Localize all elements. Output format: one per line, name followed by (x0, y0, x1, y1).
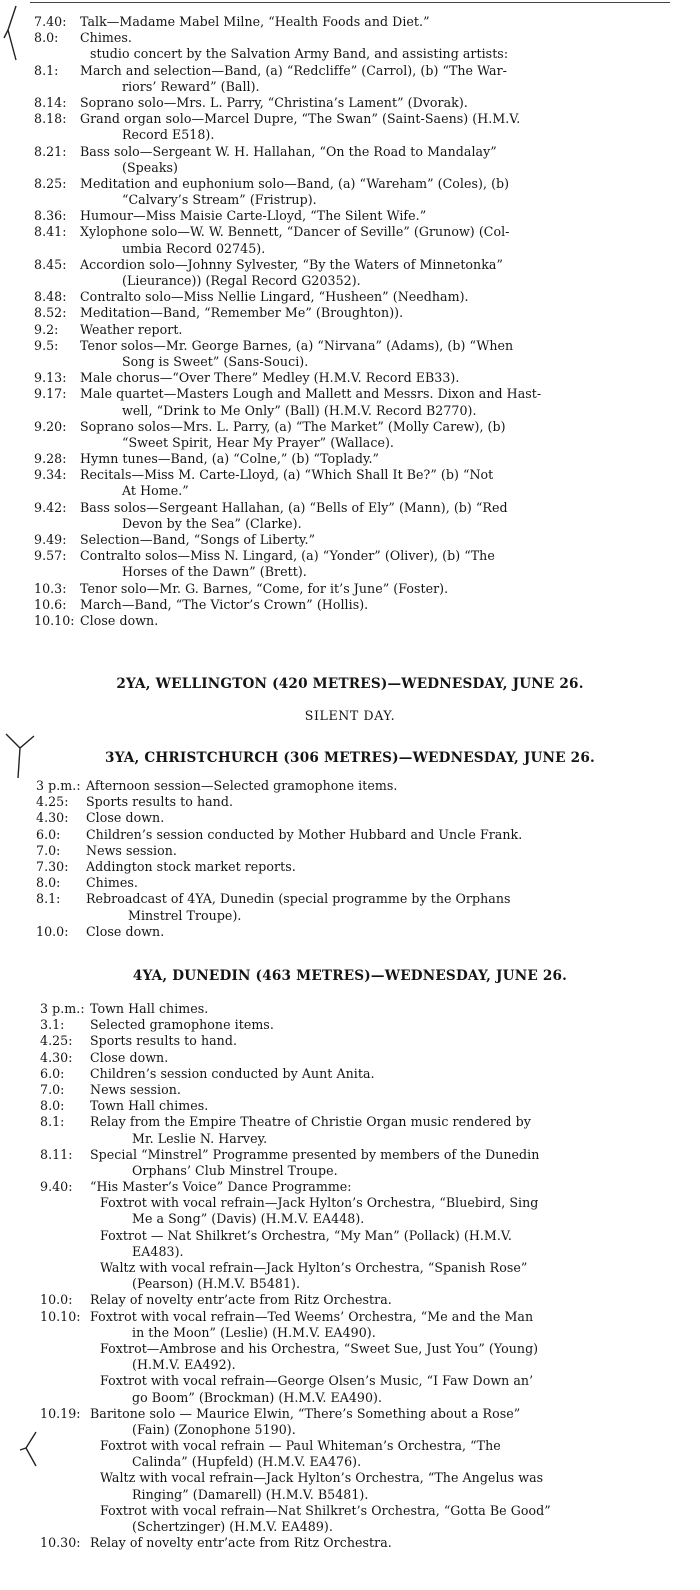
entry-time: 10.0: (40, 1292, 73, 1308)
program-entry-continuation (0, 1131, 700, 1147)
entry-text: Foxtrot—Ambrose and his Orchestra, “Sweet Sue, Just You” (Young) (100, 1340, 539, 1356)
program-entry-continuation (0, 160, 700, 176)
program-entry-continuation (0, 564, 700, 580)
entry-time: 10.6: (34, 596, 67, 612)
program-entry (0, 111, 700, 127)
entry-text: Meditation—Band, “Remember Me” (Broughton)). (80, 305, 404, 321)
program-entry (0, 176, 700, 192)
program-entry-continuation (0, 192, 700, 208)
program-entry-continuation (0, 1325, 700, 1341)
entry-text: Soprano solo—Mrs. L. Parry, “Christina’s Lament” (Dvorak). (80, 94, 468, 110)
entry-time: 9.42: (34, 499, 67, 515)
entry-time: 7.30: (36, 858, 69, 874)
margin-pen-mark-2 (4, 732, 38, 782)
entry-text: riors’ Reward” (Ball). (122, 78, 260, 94)
entry-text: Chimes. (80, 30, 132, 46)
entry-text: Me a Song” (Davis) (H.M.V. EA448). (132, 1211, 365, 1227)
entry-text: Waltz with vocal refrain—Jack Hylton’s Orchestra, “The Angelus was (100, 1470, 544, 1486)
program-entry (0, 859, 700, 875)
entry-text: Mr. Leslie N. Harvey. (132, 1130, 268, 1146)
program-entry-continuation (0, 1373, 700, 1389)
program-entry (0, 581, 700, 597)
entry-text: Relay of novelty entr’acte from Ritz Orchestra. (90, 1292, 392, 1308)
entry-text: Foxtrot with vocal refrain—Nat Shilkret’s Orchestra, “Gotta Be Good” (100, 1502, 551, 1518)
program-entry-continuation (0, 1211, 700, 1227)
entry-text: Minstrel Troupe). (128, 907, 242, 923)
entry-text: Devon by the Sea” (Clarke). (122, 515, 302, 531)
entry-text: Rebroadcast of 4YA, Dunedin (special programme by the Orphans (86, 891, 511, 907)
program-entry (0, 467, 700, 483)
entry-time: 7.40: (34, 14, 67, 29)
program-entry-continuation (0, 1260, 700, 1276)
entry-time: 8.48: (34, 289, 67, 305)
entry-time: 10.0: (36, 923, 69, 939)
program-entry-continuation (0, 1244, 700, 1260)
program-entry-continuation (0, 1163, 700, 1179)
entry-text: Contralto solos—Miss N. Lingard, (a) “Yonder” (Oliver), (b) “The (80, 548, 495, 564)
entry-text: Foxtrot with vocal refrain—Jack Hylton’s Orchestra, “Bluebird, Sing (100, 1195, 539, 1211)
program-1ya-continued (0, 14, 700, 629)
entry-text: Foxtrot with vocal refrain—Ted Weems’ Orchestra, “Me and the Man (90, 1308, 534, 1324)
entry-time: 10.19: (40, 1405, 81, 1421)
entry-time: 3 p.m.: (36, 778, 81, 793)
entry-text: Foxtrot with vocal refrain — Paul Whiteman’s Orchestra, “The (100, 1438, 501, 1454)
entry-text: Bass solo—Sergeant W. H. Hallahan, “On the Road to Mandalay” (80, 143, 497, 159)
entry-text: Close down. (86, 923, 165, 939)
entry-time: 10.30: (40, 1535, 81, 1551)
entry-text: “His Master’s Voice” Dance Programme: (90, 1179, 352, 1195)
entry-time: 8.18: (34, 111, 67, 127)
entry-text: (Schertzinger) (H.M.V. EA489). (132, 1519, 333, 1534)
entry-time: 8.21: (34, 143, 67, 159)
entry-time: 8.41: (34, 224, 67, 240)
entry-text: Soprano solos—Mrs. L. Parry, (a) “The Market” (Molly Carew), (b) (80, 418, 506, 434)
program-entry (0, 810, 700, 826)
program-entry (0, 1292, 700, 1308)
program-entry (0, 208, 700, 224)
program-entry-continuation (0, 1390, 700, 1406)
entry-text: Sports results to hand. (86, 794, 234, 810)
entry-text: Xylophone solo—W. W. Bennett, “Dancer of Seville” (Grunow) (Col- (80, 224, 510, 240)
entry-text: Foxtrot — Nat Shilkret’s Orchestra, “My Man” (Pollack) (H.M.V. (100, 1227, 512, 1243)
entry-text: Grand organ solo—Marcel Dupre, “The Swan” (Saint-Saens) (H.M.V. (80, 111, 521, 127)
program-entry (0, 451, 700, 467)
program-entry (0, 1535, 700, 1551)
program-entry (0, 613, 700, 629)
heading-4ya: 4YA, DUNEDIN (463 METRES)—WEDNESDAY, JUNE 26. (132, 968, 568, 984)
entry-text: Children’s session conducted by Aunt Anita. (90, 1065, 375, 1081)
entry-time: 8.1: (40, 1114, 65, 1130)
program-entry (0, 95, 700, 111)
entry-text: Baritone solo — Maurice Elwin, “There’s Something about a Rose” (90, 1405, 521, 1421)
entry-text: (Pearson) (H.M.V. B5481). (132, 1276, 301, 1292)
entry-time: 8.14: (34, 94, 67, 110)
program-entry-continuation (0, 1454, 700, 1470)
program-entry-continuation (0, 1519, 700, 1535)
entry-time: 8.1: (34, 62, 59, 78)
entry-time: 8.0: (34, 30, 59, 46)
entry-text: Sports results to hand. (90, 1033, 238, 1049)
program-entry (0, 794, 700, 810)
program-entry (0, 305, 700, 321)
entry-text: Talk—Madame Mabel Milne, “Health Foods and Diet.” (80, 14, 430, 29)
entry-text: Addington stock market reports. (86, 858, 296, 874)
program-entry-continuation (0, 1357, 700, 1373)
program-entry-continuation (0, 1470, 700, 1486)
program-entry (0, 1147, 700, 1163)
entry-time: 8.36: (34, 208, 67, 224)
entry-text: umbia Record 02745). (122, 240, 266, 256)
program-entry-continuation (0, 1341, 700, 1357)
entry-time: 4.30: (40, 1049, 73, 1065)
program-entry (0, 63, 700, 79)
entry-time: 4.25: (40, 1033, 73, 1049)
entry-text: Hymn tunes—Band, (a) “Colne,” (b) “Toplady.” (80, 451, 379, 467)
entry-time: 9.20: (34, 418, 67, 434)
program-entry-continuation (0, 516, 700, 532)
entry-text: Male chorus—“Over There” Medley (H.M.V. Record EB33). (80, 370, 460, 386)
entry-text: News session. (86, 842, 177, 858)
entry-time: 4.30: (36, 810, 69, 826)
entry-time: 10.10: (40, 1308, 81, 1324)
entry-text: Accordion solo—Johnny Sylvester, “By the Waters of Minnetonka” (80, 256, 503, 272)
entry-time: 6.0: (40, 1065, 65, 1081)
margin-pen-mark-1 (2, 4, 20, 64)
entry-text: “Sweet Spirit, Hear My Prayer” (Wallace). (122, 434, 394, 450)
entry-text: “Calvary’s Stream” (Fristrup). (122, 192, 317, 208)
program-entry-continuation (0, 273, 700, 289)
entry-time: 8.1: (36, 891, 61, 907)
program-entry (0, 532, 700, 548)
program-entry (0, 1114, 700, 1130)
program-entry-continuation (0, 46, 700, 62)
program-entry (0, 1082, 700, 1098)
entry-time: 9.17: (34, 386, 67, 402)
heading-2ya: 2YA, WELLINGTON (420 METRES)—WEDNESDAY, JUNE 26. (116, 676, 584, 692)
entry-text: well, “Drink to Me Only” (Ball) (H.M.V. Record B2770). (122, 402, 477, 418)
entry-text: Meditation and euphonium solo—Band, (a) “Wareham” (Coles), (b) (80, 175, 510, 191)
entry-time: 9.57: (34, 548, 67, 564)
entry-text: Relay of novelty entr’acte from Ritz Orchestra. (90, 1535, 392, 1551)
program-entry (0, 386, 700, 402)
program-entry (0, 14, 700, 30)
entry-text: Selection—Band, “Songs of Liberty.” (80, 532, 316, 547)
program-entry-continuation (0, 127, 700, 143)
entry-time: 3.1: (40, 1017, 65, 1033)
entry-text: Orphans’ Club Minstrel Troupe. (132, 1162, 338, 1178)
entry-text: Calinda” (Hupfeld) (H.M.V. EA476). (132, 1454, 362, 1470)
heading-3ya: 3YA, CHRISTCHURCH (306 METRES)—WEDNESDAY, JUNE 26. (105, 750, 595, 766)
program-entry (0, 338, 700, 354)
program-entry (0, 1050, 700, 1066)
entry-text: March—Band, “The Victor’s Crown” (Hollis). (80, 596, 369, 612)
program-entry (0, 1179, 700, 1195)
entry-text: in the Moon” (Leslie) (H.M.V. EA490). (132, 1324, 376, 1340)
program-entry (0, 1033, 700, 1049)
entry-text: Selected gramophone items. (90, 1017, 274, 1033)
program-entry (0, 500, 700, 516)
entry-text: Chimes. (86, 875, 138, 891)
entry-time: 9.40: (40, 1179, 73, 1195)
entry-time: 4.25: (36, 794, 69, 810)
program-entry-continuation (0, 1276, 700, 1292)
entry-time: 9.5: (34, 337, 59, 353)
entry-time: 6.0: (36, 826, 61, 842)
program-entry-continuation (0, 1503, 700, 1519)
entry-time: 9.28: (34, 451, 67, 467)
entry-text: Bass solos—Sergeant Hallahan, (a) “Bells of Ely” (Mann), (b) “Red (80, 499, 508, 515)
entry-text: (H.M.V. EA492). (132, 1357, 236, 1373)
entry-time: 8.25: (34, 175, 67, 191)
entry-text: Ringing” (Damarell) (H.M.V. B5481). (132, 1486, 369, 1502)
entry-text: Weather report. (80, 321, 183, 337)
program-entry-continuation (0, 1438, 700, 1454)
entry-time: 8.11: (40, 1146, 73, 1162)
entry-text: go Boom” (Brockman) (H.M.V. EA490). (132, 1389, 383, 1405)
entry-text: Waltz with vocal refrain—Jack Hylton’s Orchestra, “Spanish Rose” (100, 1260, 528, 1275)
entry-text: Town Hall chimes. (90, 1001, 209, 1016)
entry-text: Special “Minstrel” Programme presented by members of the Dunedin (90, 1146, 540, 1162)
program-entry (0, 30, 700, 46)
program-entry (0, 924, 700, 940)
entry-text: Close down. (90, 1049, 169, 1065)
entry-time: 10.3: (34, 580, 67, 596)
program-entry (0, 419, 700, 435)
program-entry-continuation (0, 1422, 700, 1438)
top-rule (30, 2, 670, 3)
entry-text: Close down. (86, 810, 165, 826)
entry-text: Male quartet—Masters Lough and Mallett and Messrs. Dixon and Hast- (80, 386, 542, 402)
entry-text: Humour—Miss Maisie Carte-Lloyd, “The Silent Wife.” (80, 208, 427, 224)
entry-text: (Fain) (Zonophone 5190). (132, 1421, 296, 1437)
entry-text: Song is Sweet” (Sans-Souci). (122, 353, 309, 369)
entry-text: Foxtrot with vocal refrain—George Olsen’s Music, “I Faw Down an’ (100, 1373, 534, 1389)
entry-time: 9.49: (34, 532, 67, 547)
program-entry-continuation (0, 354, 700, 370)
entry-time: 8.52: (34, 305, 67, 321)
entry-text: Town Hall chimes. (90, 1098, 209, 1114)
entry-text: Tenor solo—Mr. G. Barnes, “Come, for it’s June” (Foster). (80, 580, 449, 596)
entry-time: 8.0: (36, 875, 61, 891)
entry-text: Recitals—Miss M. Carte-Lloyd, (a) “Which Shall It Be?” (b) “Not (80, 467, 494, 483)
entry-text: Record E518). (122, 127, 215, 143)
program-entry (0, 370, 700, 386)
entry-time: 9.2: (34, 321, 59, 337)
program-entry (0, 144, 700, 160)
program-entry (0, 1066, 700, 1082)
program-entry-continuation (0, 1195, 700, 1211)
program-entry-continuation (0, 908, 700, 924)
program-entry (0, 891, 700, 907)
program-entry (0, 843, 700, 859)
program-entry-continuation (0, 1228, 700, 1244)
program-entry (0, 1309, 700, 1325)
program-entry-continuation (0, 79, 700, 95)
entry-text: (Lieurance)) (Regal Record G20352). (122, 273, 361, 288)
program-entry (0, 1017, 700, 1033)
program-3ya (0, 778, 700, 940)
program-entry (0, 1001, 700, 1017)
entry-text: Close down. (80, 612, 159, 628)
entry-text: Horses of the Dawn” (Brett). (122, 564, 307, 580)
program-entry-continuation (0, 435, 700, 451)
entry-text: (Speaks) (122, 159, 178, 175)
program-entry (0, 778, 700, 794)
entry-time: 3 p.m.: (40, 1001, 85, 1016)
program-entry (0, 1406, 700, 1422)
entry-time: 7.0: (36, 842, 61, 858)
entry-text: Children’s session conducted by Mother Hubbard and Uncle Frank. (86, 826, 523, 842)
entry-time: 7.0: (40, 1081, 65, 1097)
program-entry-continuation (0, 403, 700, 419)
program-entry (0, 1098, 700, 1114)
program-entry-continuation (0, 483, 700, 499)
entry-time: 10.10: (34, 612, 75, 628)
program-entry (0, 322, 700, 338)
program-entry (0, 597, 700, 613)
program-entry-continuation (0, 1487, 700, 1503)
entry-text: EA483). (132, 1243, 184, 1259)
entry-time: 9.34: (34, 467, 67, 483)
entry-text: studio concert by the Salvation Army Band, and assisting artists: (90, 46, 509, 62)
program-entry (0, 289, 700, 305)
entry-text: Contralto solo—Miss Nellie Lingard, “Husheen” (Needham). (80, 289, 469, 305)
entry-text: News session. (90, 1081, 181, 1097)
program-entry (0, 257, 700, 273)
margin-pen-mark-3 (18, 1430, 40, 1470)
entry-text: March and selection—Band, (a) “Redcliffe” (Carrol), (b) “The War- (80, 62, 507, 78)
entry-time: 8.45: (34, 256, 67, 272)
entry-time: 8.0: (40, 1098, 65, 1114)
subheading-silent-day: SILENT DAY. (304, 708, 396, 723)
program-entry (0, 827, 700, 843)
entry-text: Afternoon session—Selected gramophone items. (86, 778, 398, 793)
entry-text: Relay from the Empire Theatre of Christie Organ music rendered by (90, 1114, 531, 1130)
program-entry (0, 548, 700, 564)
entry-time: 9.13: (34, 370, 67, 386)
program-entry (0, 224, 700, 240)
entry-text: At Home.” (122, 483, 189, 499)
program-entry (0, 875, 700, 891)
program-entry-continuation (0, 241, 700, 257)
program-4ya (0, 1001, 700, 1551)
entry-text: Tenor solos—Mr. George Barnes, (a) “Nirvana” (Adams), (b) “When (80, 337, 514, 353)
